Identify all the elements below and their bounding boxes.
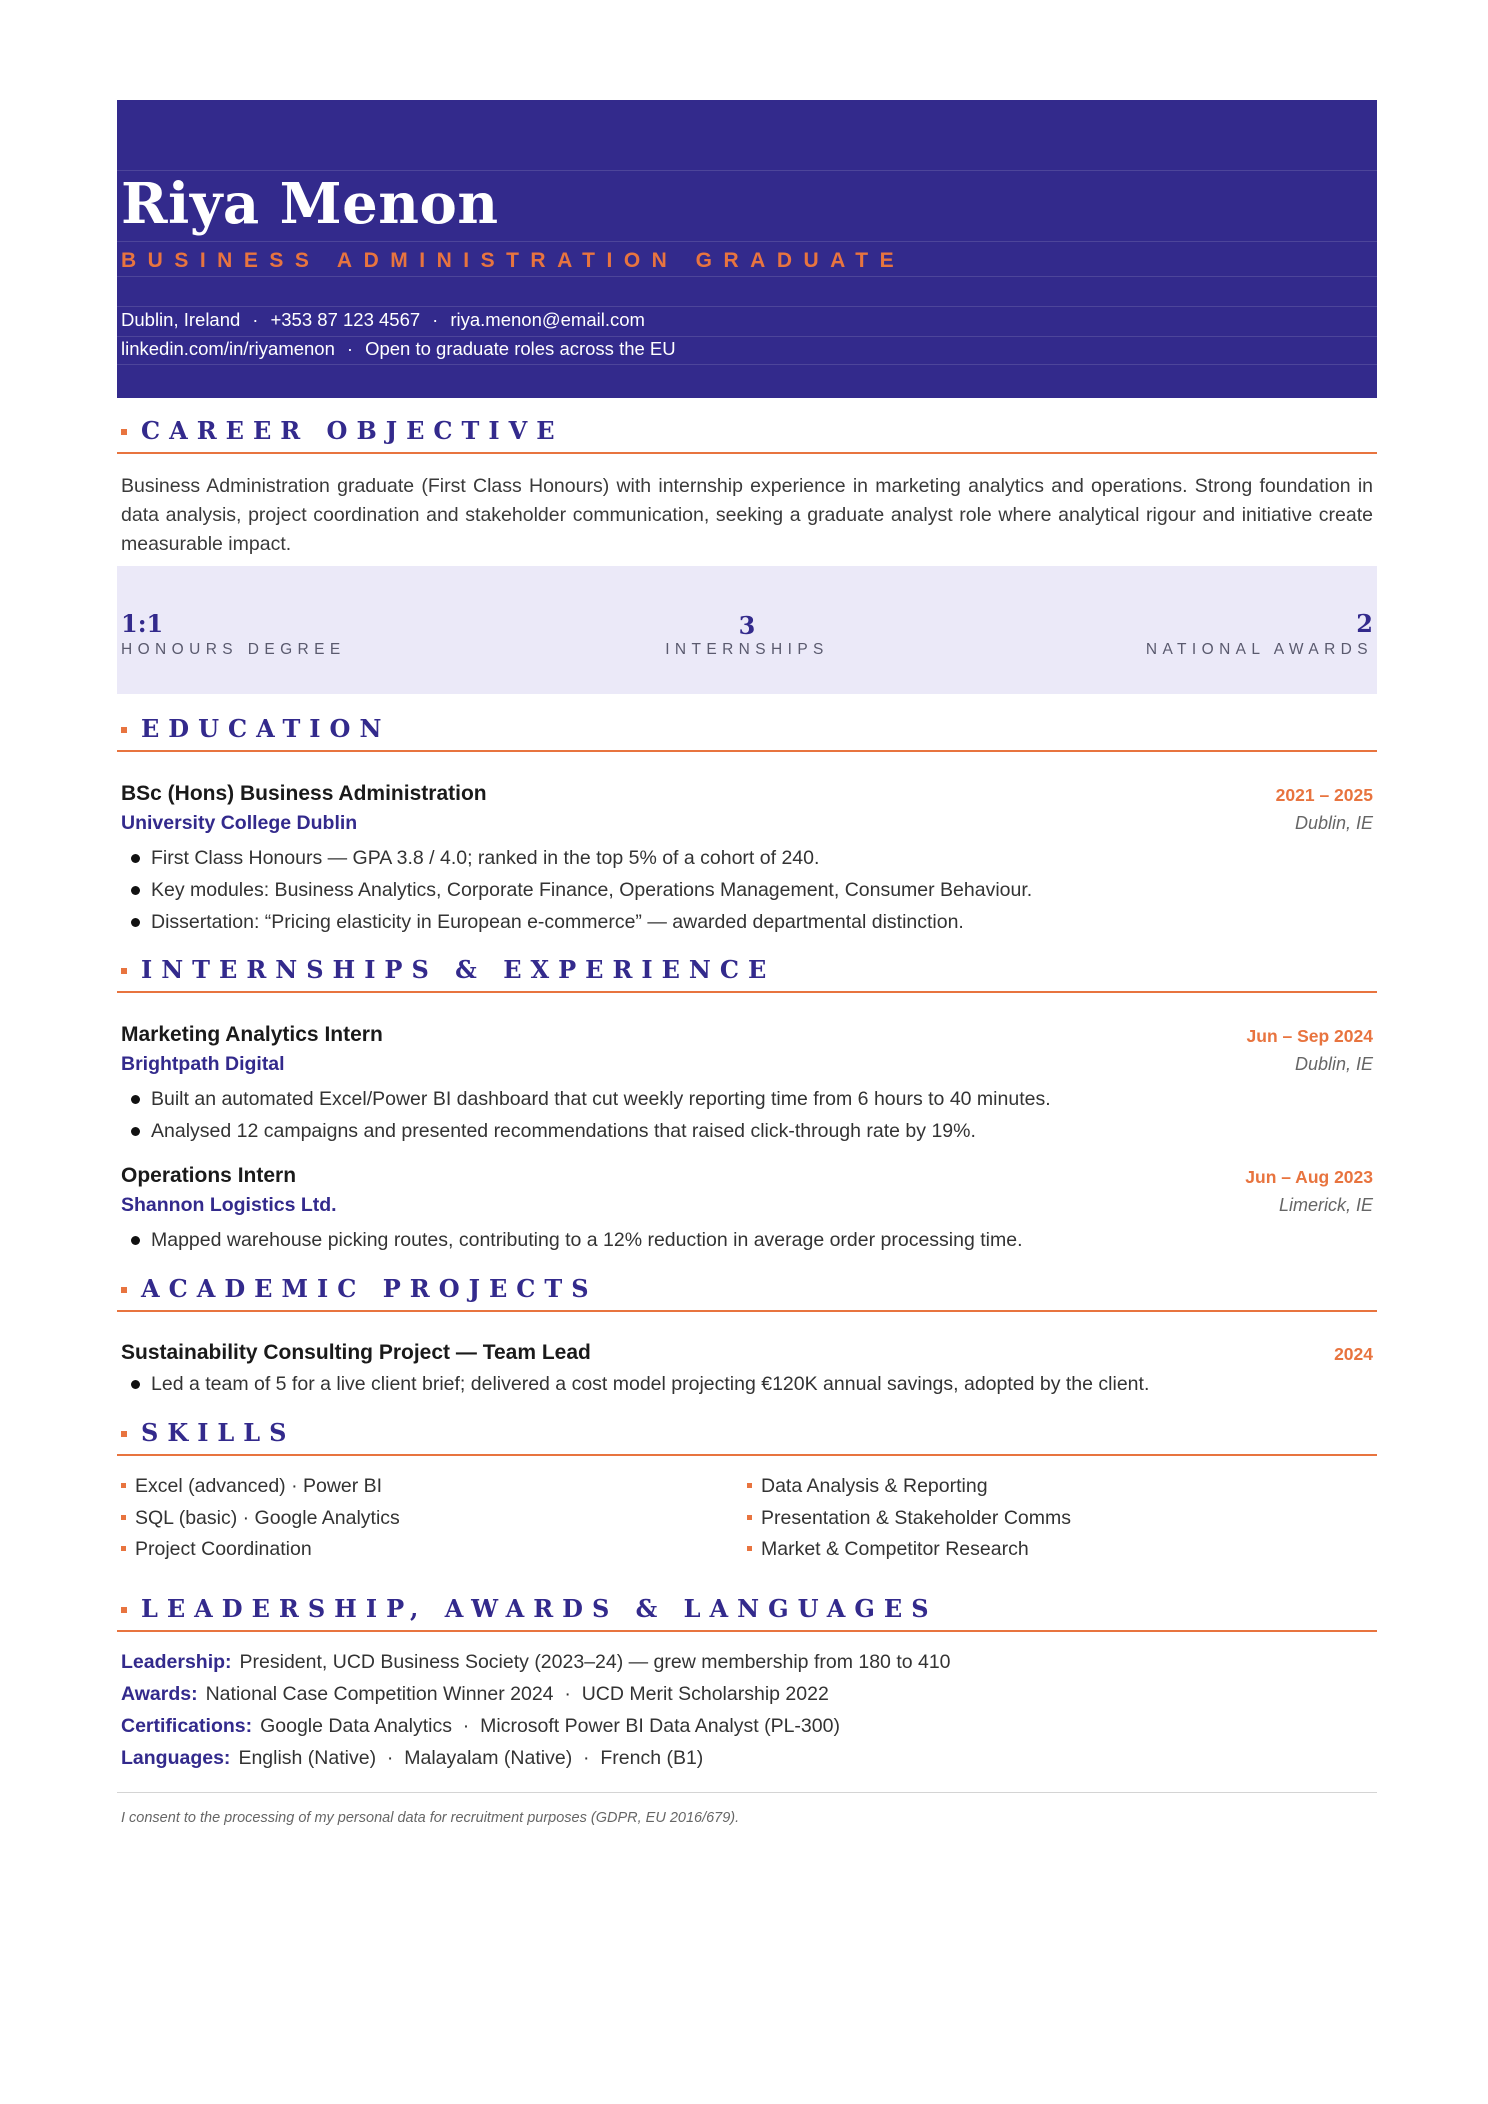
company-name: Shannon Logistics Ltd.: [121, 1194, 337, 1216]
stats-band: [117, 566, 1377, 694]
section-title: CAREER OBJECTIVE: [141, 416, 564, 445]
skill-item: Presentation & Stakeholder Comms: [747, 1505, 1071, 1531]
list-item: Key modules: Business Analytics, Corporate Finance, Operations Management, Consumer Behaviour.: [121, 874, 1032, 906]
section-marker-icon: [121, 1431, 127, 1437]
candidate-name: Riya Menon: [121, 171, 499, 237]
skill-item: Excel (advanced) · Power BI: [121, 1473, 382, 1499]
job-bullets: [121, 1224, 1023, 1256]
contact-line-1: [121, 308, 645, 332]
objective-text: Business Administration graduate (First Class Honours) with internship experience in marketing analytics and operations. Strong foundation in data analysis, project coordination and stakeholder communication, seeking a graduate analyst role where analytical rigour and initiative create measurable impact.: [121, 475, 1373, 555]
separator: ·: [432, 309, 439, 330]
stat-label: NATIONAL AWARDS: [1145, 641, 1373, 658]
awards-row: [121, 1678, 829, 1710]
project-year: 2024: [1334, 1344, 1373, 1364]
stat-value: 1:1: [121, 609, 164, 638]
email-link[interactable]: riya.menon@email.com: [450, 309, 645, 330]
section-heading: [117, 1276, 1377, 1312]
contact-line-2: [121, 337, 676, 361]
separator: ·: [346, 338, 354, 359]
stat-honours: [121, 610, 346, 660]
list-item: Built an automated Excel/Power BI dashboard that cut weekly reporting time from 6 hours to 40 minutes.: [121, 1083, 1051, 1115]
row-value: English (Native) · Malayalam (Native) · French (B1): [238, 1747, 704, 1769]
job-dates: Jun – Sep 2024: [1246, 1026, 1373, 1046]
section-heading: [117, 1420, 1377, 1456]
projects-section: [117, 1276, 1377, 1312]
row-key: Awards:: [121, 1683, 198, 1705]
phone-text[interactable]: +353 87 123 4567: [270, 309, 421, 330]
section-title: EDUCATION: [141, 714, 391, 743]
candidate-tagline: BUSINESS ADMINISTRATION GRADUATE: [121, 249, 906, 272]
section-heading: [117, 1596, 1377, 1632]
availability-text: Open to graduate roles across the EU: [365, 338, 676, 359]
skills-section: [117, 1420, 1377, 1456]
section-marker-icon: [121, 1607, 127, 1613]
stat-awards: [1146, 610, 1373, 660]
row-key: Leadership:: [121, 1651, 232, 1673]
stat-value: 2: [1356, 609, 1373, 638]
company-name: Brightpath Digital: [121, 1053, 285, 1075]
list-item: Analysed 12 campaigns and presented recommendations that raised click-through rate by 19%.: [121, 1115, 1051, 1147]
experience-section: [117, 957, 1377, 993]
row-key: Languages:: [121, 1747, 231, 1769]
row-key: Certifications:: [121, 1715, 253, 1737]
section-marker-icon: [121, 1287, 127, 1293]
school-location: Dublin, IE: [1294, 813, 1373, 833]
section-title: LEADERSHIP, AWARDS & LANGUAGES: [141, 1594, 938, 1623]
section-heading: [117, 716, 1377, 752]
list-item: Dissertation: “Pricing elasticity in European e-commerce” — awarded departmental distinction.: [121, 906, 1032, 938]
job-location: Dublin, IE: [1294, 1054, 1373, 1074]
row-value: President, UCD Business Society (2023–24) — grew membership from 180 to 410: [239, 1651, 951, 1673]
skill-item: SQL (basic) · Google Analytics: [121, 1505, 400, 1531]
job-location: Limerick, IE: [1278, 1195, 1373, 1215]
leadership-row: [121, 1646, 951, 1678]
project-name: Sustainability Consulting Project — Team Lead: [121, 1341, 591, 1364]
list-item: Mapped warehouse picking routes, contributing to a 12% reduction in average order processing time.: [121, 1224, 1023, 1256]
degree-title: BSc (Hons) Business Administration: [121, 782, 487, 805]
row-value: National Case Competition Winner 2024 · UCD Merit Scholarship 2022: [205, 1683, 829, 1705]
list-item: First Class Honours — GPA 3.8 / 4.0; ranked in the top 5% of a cohort of 240.: [121, 842, 1032, 874]
education-bullets: [121, 842, 1032, 938]
career-objective-section: [117, 418, 1377, 454]
footer-divider: [117, 1792, 1377, 1793]
stat-label: INTERNSHIPS: [665, 641, 829, 658]
section-title: ACADEMIC PROJECTS: [141, 1274, 598, 1303]
education-dates: 2021 – 2025: [1275, 785, 1373, 805]
leadership-section: [117, 1596, 1377, 1632]
linkedin-link[interactable]: linkedin.com/in/riyamenon: [121, 338, 335, 359]
section-marker-icon: [121, 968, 127, 974]
list-item: Led a team of 5 for a live client brief; delivered a cost model projecting €120K annual savings, adopted by the client.: [121, 1368, 1149, 1400]
section-title: SKILLS: [141, 1418, 296, 1447]
section-title: INTERNSHIPS & EXPERIENCE: [141, 955, 776, 984]
school-name: University College Dublin: [121, 812, 358, 834]
job-role: Marketing Analytics Intern: [121, 1023, 383, 1046]
gdpr-consent: I consent to the processing of my personal data for recruitment purposes (GDPR, EU 2016/679).: [121, 1810, 740, 1826]
stat-value: 3: [738, 611, 756, 640]
stat-label: HONOURS DEGREE: [121, 641, 346, 658]
resume-header: [117, 100, 1377, 398]
education-section: [117, 716, 1377, 752]
job-bullets: [121, 1083, 1051, 1147]
skill-item: Market & Competitor Research: [747, 1536, 1029, 1562]
skill-item: Data Analysis & Reporting: [747, 1473, 988, 1499]
job-role: Operations Intern: [121, 1164, 297, 1187]
section-marker-icon: [121, 429, 127, 435]
project-bullets: [121, 1368, 1149, 1400]
skill-item: Project Coordination: [121, 1536, 312, 1562]
stat-internships: [547, 610, 947, 660]
job-dates: Jun – Aug 2023: [1245, 1167, 1373, 1187]
section-marker-icon: [121, 727, 127, 733]
row-value: Google Data Analytics · Microsoft Power BI Data Analyst (PL-300): [260, 1715, 840, 1737]
section-heading: [117, 957, 1377, 993]
separator: ·: [252, 309, 259, 330]
certifications-row: [121, 1710, 840, 1742]
languages-row: [121, 1742, 703, 1774]
resume-page: [117, 100, 1377, 1826]
location-text: Dublin, Ireland: [121, 309, 241, 330]
section-heading: [117, 418, 1377, 454]
